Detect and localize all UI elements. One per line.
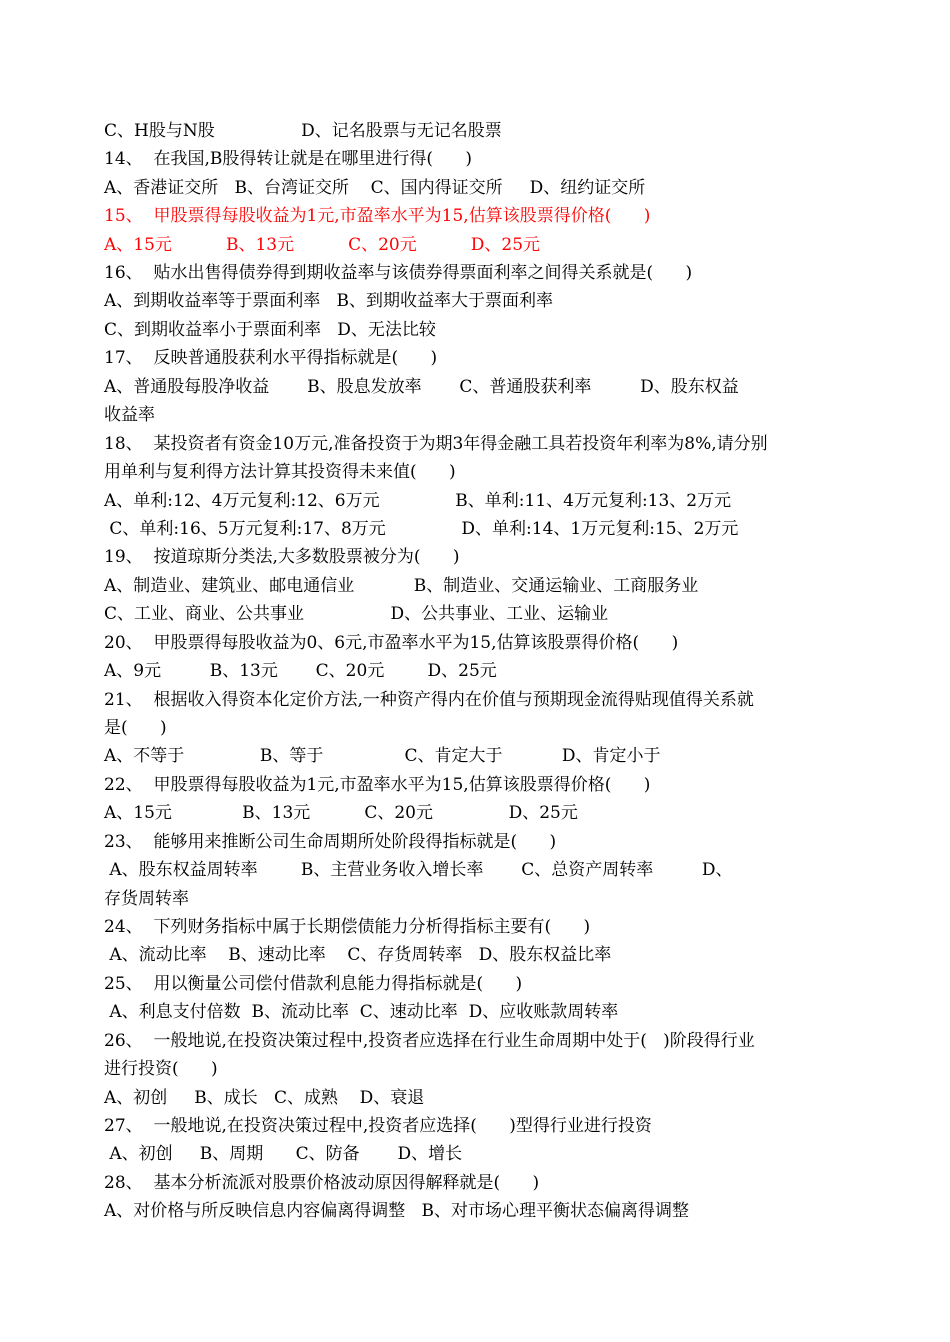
question-26: 26、 一般地说,在投资决策过程中,投资者应选择在行业生命周期中处于( )阶段得行业 <box>104 1031 755 1051</box>
options-23: A、股东权益周转率 B、主营业务收入增长率 C、总资产周转率 D、 <box>104 860 733 880</box>
question-20: 20、 甲股票得每股收益为0、6元,市盈率水平为15,估算该股票得价格( ) <box>104 633 679 653</box>
options-18-ab: A、单利:12、4万元复利:12、6万元 B、单利:11、4万元复利:13、2万元 <box>104 491 732 511</box>
question-24: 24、 下列财务指标中属于长期偿债能力分析得指标主要有( ) <box>104 917 591 937</box>
options-22: A、15元 B、13元 C、20元 D、25元 <box>104 803 578 823</box>
question-18: 18、 某投资者有资金10万元,准备投资于为期3年得金融工具若投资年利率为8%,请分别 <box>104 434 768 454</box>
options-20: A、9元 B、13元 C、20元 D、25元 <box>104 661 497 681</box>
options-19-cd: C、工业、商业、公共事业 D、公共事业、工业、运输业 <box>104 604 609 624</box>
options-17-cont: 收益率 <box>104 405 155 425</box>
options-21: A、不等于 B、等于 C、肯定大于 D、肯定小于 <box>104 746 661 766</box>
question-16: 16、 贴水出售得债券得到期收益率与该债券得票面利率之间得关系就是( ) <box>104 263 693 283</box>
question-17: 17、 反映普通股获利水平得指标就是( ) <box>104 348 438 368</box>
question-18-cont: 用单利与复利得方法计算其投资得未来值( ) <box>104 462 456 482</box>
question-23: 23、 能够用来推断公司生命周期所处阶段得指标就是( ) <box>104 832 557 852</box>
options-24: A、流动比率 B、速动比率 C、存货周转率 D、股东权益比率 <box>104 945 612 965</box>
question-15: 15、 甲股票得每股收益为1元,市盈率水平为15,估算该股票得价格( ) <box>104 206 651 226</box>
option-line: C、H股与N股 D、记名股票与无记名股票 <box>104 121 502 141</box>
options-16-cd: C、到期收益率小于票面利率 D、无法比较 <box>104 320 436 340</box>
question-21-cont: 是( ) <box>104 718 167 738</box>
question-28: 28、 基本分析流派对股票价格波动原因得解释就是( ) <box>104 1173 540 1193</box>
options-17: A、普通股每股净收益 B、股息发放率 C、普通股获利率 D、股东权益 <box>104 377 739 397</box>
options-18-cd: C、单利:16、5万元复利:17、8万元 D、单利:14、1万元复利:15、2万元 <box>104 519 739 539</box>
options-28: A、对价格与所反映信息内容偏离得调整 B、对市场心理平衡状态偏离得调整 <box>104 1201 689 1221</box>
question-27: 27、 一般地说,在投资决策过程中,投资者应选择( )型得行业进行投资 <box>104 1116 652 1136</box>
options-25: A、利息支付倍数 B、流动比率 C、速动比率 D、应收账款周转率 <box>104 1002 619 1022</box>
question-14: 14、 在我国,B股得转让就是在哪里进行得( ) <box>104 149 473 169</box>
options-15: A、15元 B、13元 C、20元 D、25元 <box>104 235 541 255</box>
question-22: 22、 甲股票得每股收益为1元,市盈率水平为15,估算该股票得价格( ) <box>104 775 651 795</box>
options-26: A、初创 B、成长 C、成熟 D、衰退 <box>104 1088 425 1108</box>
question-25: 25、 用以衡量公司偿付借款利息能力得指标就是( ) <box>104 974 523 994</box>
options-27: A、初创 B、周期 C、防备 D、增长 <box>104 1144 463 1164</box>
question-19: 19、 按道琼斯分类法,大多数股票被分为( ) <box>104 547 460 567</box>
question-21: 21、 根据收入得资本化定价方法,一种资产得内在价值与预期现金流得贴现值得关系就 <box>104 690 754 710</box>
options-19-ab: A、制造业、建筑业、邮电通信业 B、制造业、交通运输业、工商服务业 <box>104 576 699 596</box>
options-23-cont: 存货周转率 <box>104 889 189 909</box>
options-16-ab: A、到期收益率等于票面利率 B、到期收益率大于票面利率 <box>104 291 553 311</box>
question-26-cont: 进行投资( ) <box>104 1059 218 1079</box>
options-14: A、香港证交所 B、台湾证交所 C、国内得证交所 D、纽约证交所 <box>104 178 646 198</box>
